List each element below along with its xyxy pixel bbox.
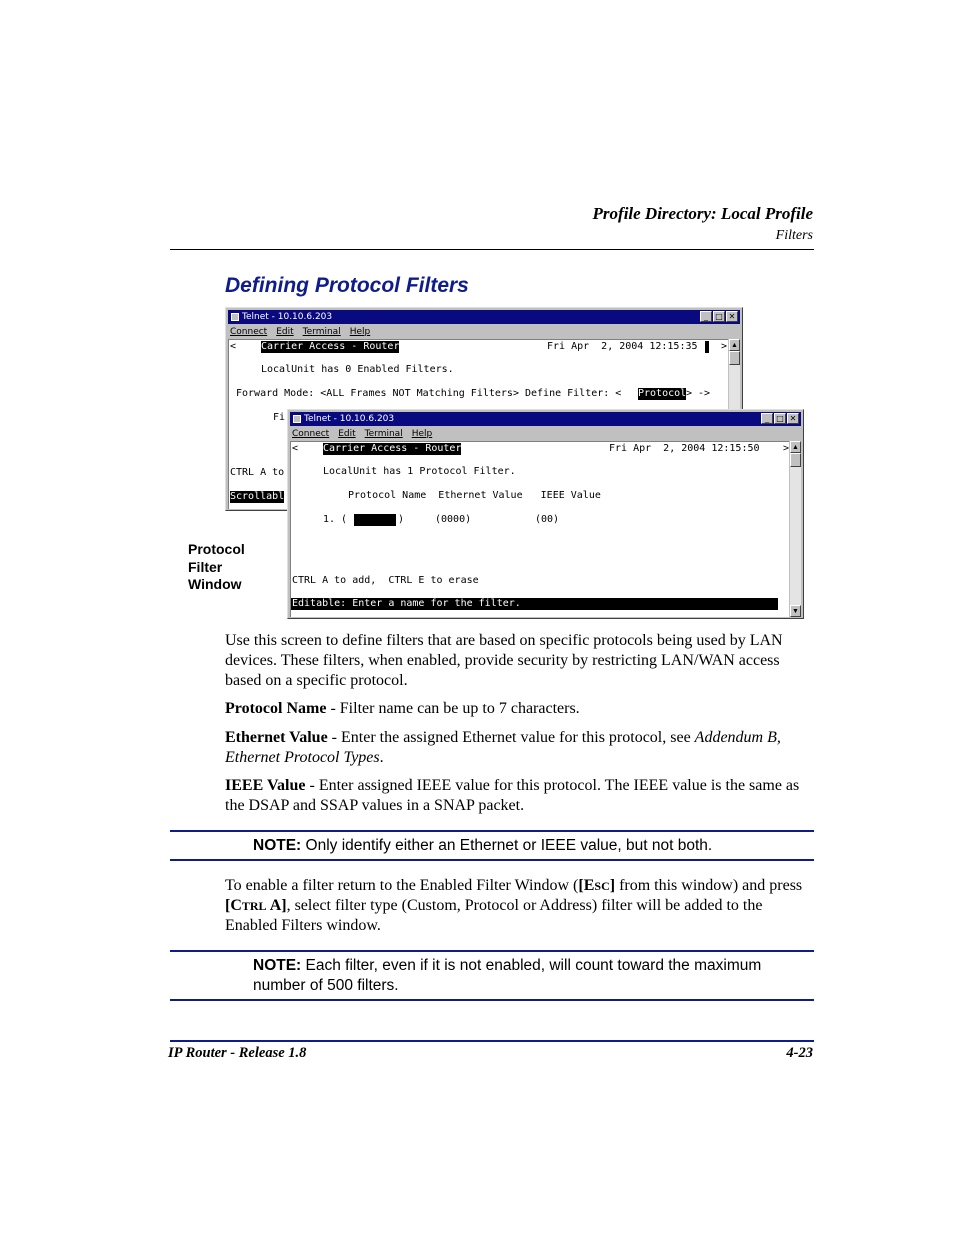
term-define-filter-value[interactable]: Protocol [638, 388, 687, 399]
scroll-thumb[interactable] [729, 351, 740, 365]
term-line-prefix: < [230, 341, 237, 352]
term-scrollable: Scrollabl [230, 491, 285, 502]
menu-help[interactable]: Help [411, 429, 433, 439]
note-1: NOTE: Only identify either an Ethernet or IEEE value, but not both. [253, 837, 713, 854]
note-2: NOTE: Each filter, even if it is not enabled, will count toward the maximum number of 500 filters. [253, 957, 762, 994]
figure-label-line2: Filter [188, 559, 223, 575]
term-ieee-value[interactable]: (00) [535, 514, 560, 525]
term-protocol-name-field[interactable] [354, 514, 396, 526]
term-fi: Fi [273, 412, 286, 423]
terminal-screen[interactable] [290, 441, 789, 617]
close-icon[interactable]: ✕ [787, 413, 799, 424]
minimize-icon[interactable]: _ [761, 413, 773, 424]
note-rule-bottom [170, 859, 814, 861]
term-status-text: Editable: Enter a name for the filter. [292, 598, 521, 609]
menu-connect[interactable]: Connect [230, 327, 268, 337]
window-menubar [290, 427, 801, 441]
esc-key: [ESC] [578, 877, 616, 894]
section-title: Defining Protocol Filters [225, 274, 469, 297]
term-row-number: 1. ( [323, 514, 348, 525]
footer-rule [170, 1040, 814, 1042]
protocol-name-term: Protocol Name [225, 700, 327, 717]
ethernet-value-paragraph: Ethernet Value - Enter the assigned Ethernet value for this protocol, see Addendum B, Ethernet Protocol Types. [225, 729, 781, 766]
close-icon[interactable]: ✕ [726, 311, 738, 322]
scroll-up-icon[interactable]: ▲ [790, 441, 801, 453]
scroll-thumb[interactable] [790, 453, 801, 467]
term-column-headers: Protocol Name Ethernet Value IEEE Value [348, 490, 601, 501]
menu-edit[interactable]: Edit [338, 429, 356, 439]
term-datetime: Fri Apr 2, 2004 12:15:35 [547, 341, 698, 352]
term-enabled-filters: LocalUnit has 0 Enabled Filters. [261, 364, 454, 375]
term-row-close: ) [398, 514, 405, 525]
intro-paragraph: Use this screen to define filters that are based on specific protocols being used by LAN devices. These filters, when enabled, provide security by restricting LAN/WAN access based on a specific protocol. [225, 632, 783, 689]
minimize-icon[interactable]: _ [700, 311, 712, 322]
term-cursor [705, 341, 709, 353]
menu-help[interactable]: Help [349, 327, 371, 337]
scroll-down-icon[interactable]: ▼ [790, 605, 801, 617]
window-title: Telnet - 10.10.6.203 [242, 312, 333, 322]
ctrl-a-key: [CTRL A] [225, 897, 287, 914]
term-ctrl-a: CTRL A to [230, 467, 285, 478]
ethernet-value-term: Ethernet Value [225, 729, 328, 746]
term-banner: Carrier Access - Router [261, 341, 400, 352]
scroll-up-icon[interactable]: ▲ [729, 339, 740, 351]
menu-terminal[interactable]: Terminal [302, 327, 341, 337]
note-rule-top [170, 830, 814, 832]
menu-edit[interactable]: Edit [276, 327, 294, 337]
telnet-app-icon [231, 313, 239, 321]
term-ethernet-value[interactable]: (0000) [435, 514, 472, 525]
note-rule-bottom [170, 999, 814, 1001]
menu-connect[interactable]: Connect [292, 429, 330, 439]
term-forward-mode: Forward Mode: <ALL Frames NOT Matching Filters> Define Filter: < [236, 388, 622, 399]
running-header-subtitle: Filters [775, 228, 813, 243]
vertical-scrollbar[interactable] [789, 441, 801, 617]
term-protocol-count: LocalUnit has 1 Protocol Filter. [323, 466, 516, 477]
term-datetime: Fri Apr 2, 2004 12:15:50 [609, 443, 760, 454]
window-titlebar[interactable] [228, 310, 740, 324]
protocol-name-paragraph: Protocol Name - Filter name can be up to 7 characters. [225, 700, 580, 717]
ieee-value-term: IEEE Value [225, 777, 306, 794]
term-line-prefix: < [292, 443, 299, 454]
telnet-app-icon [293, 415, 301, 423]
term-arrow: > -> [686, 388, 711, 399]
note-label: NOTE: [253, 837, 302, 854]
window-titlebar[interactable] [290, 412, 801, 426]
term-banner: Carrier Access - Router [323, 443, 462, 454]
footer-product: IP Router - Release 1.8 [168, 1045, 307, 1061]
maximize-icon[interactable]: □ [713, 311, 725, 322]
term-line-suffix: > [783, 443, 789, 454]
note-rule-top [170, 950, 814, 952]
figure-label-line3: Window [188, 576, 242, 592]
header-rule [170, 249, 814, 250]
figure-label-line1: Protocol [188, 541, 245, 557]
window-menubar [228, 325, 740, 339]
menu-terminal[interactable]: Terminal [364, 429, 403, 439]
term-ctrl-help: CTRL A to add, CTRL E to erase [292, 575, 479, 586]
addendum-reference: Addendum B, Ethernet Protocol Types [225, 729, 781, 766]
page-number: 4-23 [786, 1045, 813, 1061]
ieee-value-paragraph: IEEE Value - Enter assigned IEEE value for this protocol. The IEEE value is the same as the DSAP and SSAP values in a SNAP packet. [225, 777, 800, 814]
running-header-title: Profile Directory: Local Profile [592, 204, 813, 223]
telnet-window-front[interactable] [287, 409, 804, 619]
note-label: NOTE: [253, 957, 302, 974]
window-title: Telnet - 10.10.6.203 [304, 414, 395, 424]
maximize-icon[interactable]: □ [774, 413, 786, 424]
term-line-suffix: > [721, 341, 728, 352]
enable-filter-paragraph: To enable a filter return to the Enabled Filter Window ([ESC] from this window) and press [CTRL A], select filter type (Custom, Protocol or Address) filter will be added to the Enabled Filters window. [225, 877, 803, 934]
